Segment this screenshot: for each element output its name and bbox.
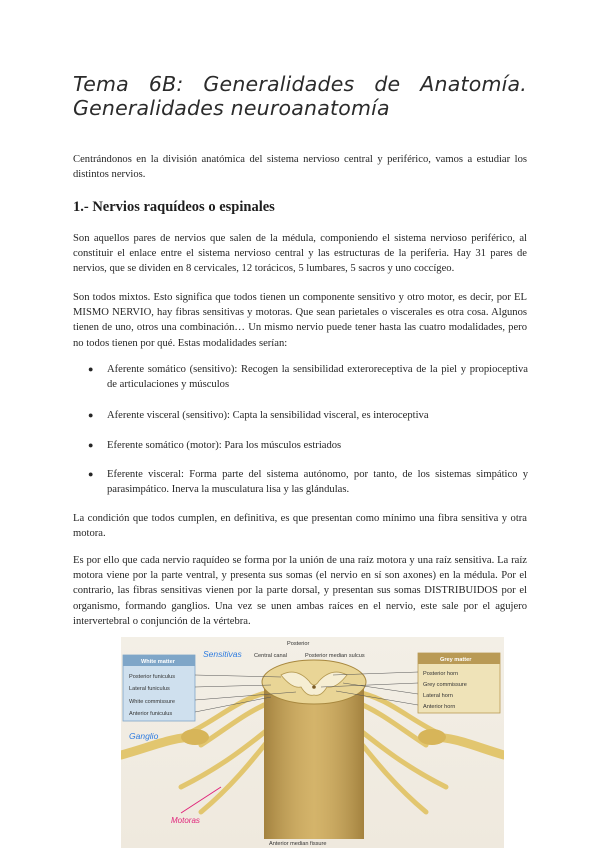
- left-ganglion: [181, 729, 209, 745]
- central-canal-label: Central canal: [254, 653, 287, 659]
- list-item: [88, 362, 528, 392]
- annotation-sensitivas: Sensitivas: [203, 649, 242, 659]
- bullet-icon: ●: [88, 468, 94, 479]
- paragraph-4: Es por ello que cada nervio raquídeo se forma por la unión de una raíz motora y una raíz sensitiva. La raíz motora viene por la parte ventral, y presenta sus somas (el nervio en sí son axones) en la médula. Por el contrario, las fibras sensitivas vienen por la parte dorsal, y presentan sus somas DISTRIBUIDOS por el organismo, formando ganglios. Una vez se unen ambas raíces en el nervio, este sale por el agujero intervertebral o conjunción de la vértebra.: [73, 555, 527, 627]
- right-ganglion: [418, 729, 446, 745]
- list-item: [88, 438, 528, 453]
- white-matter-item: White commissure: [129, 699, 176, 705]
- grey-matter-item: Posterior horn: [423, 671, 459, 677]
- grey-matter-item: Grey commissure: [423, 682, 467, 688]
- list-item: [88, 467, 528, 497]
- modalities-list: [88, 362, 528, 497]
- annotation-motoras: Motoras: [171, 816, 200, 825]
- central-canal-dot: [312, 685, 316, 689]
- list-item-text: Eferente somático (motor): Para los músculos estriados: [107, 439, 342, 451]
- white-matter-header: White matter: [141, 659, 175, 665]
- section-heading: 1.- Nervios raquídeos o espinales: [73, 199, 275, 215]
- list-item: [88, 408, 528, 423]
- spinal-cord-figure: [121, 637, 504, 848]
- title-line-1: Tema 6B: Generalidades de Anatomía.: [73, 72, 527, 96]
- grey-matter-item: Anterior horn: [423, 704, 456, 710]
- spinal-cord-illustration: [121, 637, 504, 848]
- white-matter-item: Anterior funiculus: [129, 711, 173, 717]
- bullet-icon: ●: [88, 439, 94, 450]
- intro-paragraph: Centrándonos en la división anatómica del sistema nervioso central y periférico, vamos a estudiar los distintos nervios.: [73, 154, 527, 181]
- annotation-ganglio: Ganglio: [129, 731, 159, 741]
- page-title: [73, 72, 527, 120]
- title-line-2: Generalidades neuroanatomía: [73, 96, 390, 120]
- white-matter-item: Posterior funiculus: [129, 674, 176, 680]
- list-item-text: Aferente somático (sensitivo): Recogen la sensibilidad exteroreceptiva de la piel y propioceptiva de articulaciones y músculos: [107, 364, 528, 391]
- paragraph-1: Son aquellos pares de nervios que salen de la médula, componiendo el sistema nervioso periférico, al constituir el enlace entre el sistema nervioso central y las estructuras de la periferia. Hay 31 pares de nervios, que se dividen en 8 cervicales, 12 torácicos, 5 lumbares, 5 sacros y uno coccígeo.: [73, 233, 527, 275]
- posterior-median-sulcus-label: Posterior median sulcus: [305, 653, 365, 659]
- bullet-icon: ●: [88, 410, 94, 421]
- posterior-label: Posterior: [287, 641, 310, 647]
- white-matter-item: Lateral funiculus: [129, 686, 170, 692]
- cord-cross-section: [262, 660, 366, 704]
- grey-matter-item: Lateral horn: [423, 693, 453, 699]
- anterior-median-fissure-label: Anterior median fissure: [269, 841, 327, 847]
- list-item-text: Eferente visceral: Forma parte del sistema autónomo, por tanto, de los sistemas simpático y parasimpático. Inerva la musculatura lisa y las glándulas.: [107, 468, 528, 496]
- bullet-icon: ●: [88, 364, 94, 374]
- paragraph-2: Son todos mixtos. Esto significa que todos tienen un componente sensitivo y otro motor, es decir, por EL MISMO NERVIO, hay fibras sensitivas y motoras. Que sean parietales o viscerales es otra cosa. Algunos tienen de uno, otros una combinación… Un mismo nervio puede tener hasta las cuatro modalidades, pero no todos tienen por qué. Estas modalidades serían:: [73, 292, 527, 349]
- grey-matter-header: Grey matter: [440, 657, 472, 663]
- paragraph-3: La condición que todos cumplen, en definitiva, es que presentan como mínimo una fibra sensitiva y otra motora.: [73, 513, 527, 540]
- list-item-text: Aferente visceral (sensitivo): Capta la sensibilidad visceral, es interoceptiva: [107, 410, 429, 422]
